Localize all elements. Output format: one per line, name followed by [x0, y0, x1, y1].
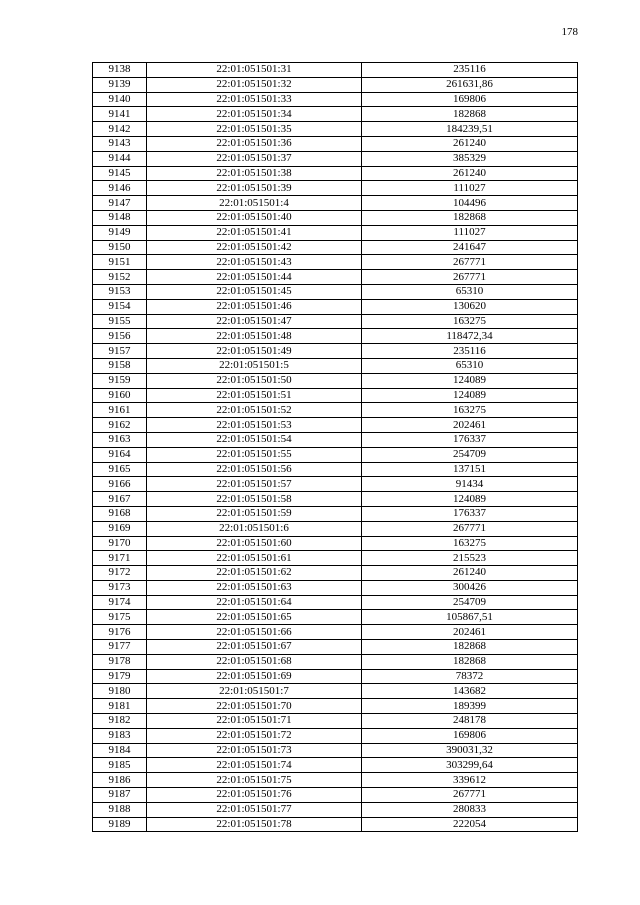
row-number-cell: 9181 — [93, 699, 147, 714]
table-row — [93, 122, 578, 137]
cadastral-number-cell: 22:01:051501:38 — [147, 166, 362, 181]
cadastral-number-cell: 22:01:051501:49 — [147, 344, 362, 359]
value-cell: 241647 — [362, 240, 578, 255]
table-row — [93, 699, 578, 714]
table-body — [93, 63, 578, 832]
table-row — [93, 210, 578, 225]
cadastral-number-cell: 22:01:051501:42 — [147, 240, 362, 255]
cadastral-number-cell: 22:01:051501:56 — [147, 462, 362, 477]
cadastral-number-cell: 22:01:051501:53 — [147, 418, 362, 433]
cadastral-number-cell: 22:01:051501:39 — [147, 181, 362, 196]
value-cell: 235116 — [362, 344, 578, 359]
table-row — [93, 610, 578, 625]
value-cell: 254709 — [362, 447, 578, 462]
cadastral-number-cell: 22:01:051501:59 — [147, 506, 362, 521]
row-number-cell: 9171 — [93, 551, 147, 566]
cadastral-number-cell: 22:01:051501:54 — [147, 432, 362, 447]
value-cell: 182868 — [362, 210, 578, 225]
cadastral-number-cell: 22:01:051501:47 — [147, 314, 362, 329]
cadastral-number-cell: 22:01:051501:55 — [147, 447, 362, 462]
table-row — [93, 136, 578, 151]
table-row — [93, 669, 578, 684]
value-cell: 176337 — [362, 506, 578, 521]
cadastral-number-cell: 22:01:051501:78 — [147, 817, 362, 832]
cadastral-number-cell: 22:01:051501:70 — [147, 699, 362, 714]
table-row — [93, 181, 578, 196]
row-number-cell: 9140 — [93, 92, 147, 107]
value-cell: 182868 — [362, 654, 578, 669]
value-cell: 137151 — [362, 462, 578, 477]
cadastral-number-cell: 22:01:051501:6 — [147, 521, 362, 536]
value-cell: 130620 — [362, 299, 578, 314]
cadastral-number-cell: 22:01:051501:7 — [147, 684, 362, 699]
table-row — [93, 506, 578, 521]
value-cell: 182868 — [362, 107, 578, 122]
cadastral-number-cell: 22:01:051501:31 — [147, 63, 362, 78]
value-cell: 104496 — [362, 196, 578, 211]
table-row — [93, 107, 578, 122]
table-row — [93, 373, 578, 388]
table-row — [93, 817, 578, 832]
value-cell: 111027 — [362, 181, 578, 196]
value-cell: 65310 — [362, 358, 578, 373]
value-cell: 385329 — [362, 151, 578, 166]
value-cell: 261631,86 — [362, 77, 578, 92]
row-number-cell: 9187 — [93, 788, 147, 803]
row-number-cell: 9168 — [93, 506, 147, 521]
table-row — [93, 773, 578, 788]
table-row — [93, 447, 578, 462]
table-row — [93, 714, 578, 729]
row-number-cell: 9162 — [93, 418, 147, 433]
table-row — [93, 477, 578, 492]
cadastral-number-cell: 22:01:051501:51 — [147, 388, 362, 403]
cadastral-number-cell: 22:01:051501:60 — [147, 536, 362, 551]
row-number-cell: 9175 — [93, 610, 147, 625]
cadastral-number-cell: 22:01:051501:34 — [147, 107, 362, 122]
value-cell: 303299,64 — [362, 758, 578, 773]
cadastral-number-cell: 22:01:051501:36 — [147, 136, 362, 151]
row-number-cell: 9138 — [93, 63, 147, 78]
value-cell: 339612 — [362, 773, 578, 788]
cadastral-number-cell: 22:01:051501:62 — [147, 566, 362, 581]
cadastral-number-cell: 22:01:051501:64 — [147, 595, 362, 610]
row-number-cell: 9164 — [93, 447, 147, 462]
table-row — [93, 329, 578, 344]
table-row — [93, 151, 578, 166]
table-row — [93, 403, 578, 418]
cadastral-number-cell: 22:01:051501:32 — [147, 77, 362, 92]
row-number-cell: 9151 — [93, 255, 147, 270]
cadastral-number-cell: 22:01:051501:4 — [147, 196, 362, 211]
row-number-cell: 9169 — [93, 521, 147, 536]
cadastral-number-cell: 22:01:051501:76 — [147, 788, 362, 803]
table-row — [93, 802, 578, 817]
cadastral-number-cell: 22:01:051501:71 — [147, 714, 362, 729]
value-cell: 163275 — [362, 403, 578, 418]
table-row — [93, 240, 578, 255]
table-row — [93, 640, 578, 655]
row-number-cell: 9152 — [93, 270, 147, 285]
page-number: 178 — [561, 26, 578, 38]
table-row — [93, 728, 578, 743]
value-cell: 202461 — [362, 625, 578, 640]
table-row — [93, 743, 578, 758]
value-cell: 163275 — [362, 536, 578, 551]
cadastral-number-cell: 22:01:051501:75 — [147, 773, 362, 788]
row-number-cell: 9178 — [93, 654, 147, 669]
value-cell: 261240 — [362, 566, 578, 581]
row-number-cell: 9167 — [93, 492, 147, 507]
cadastral-number-cell: 22:01:051501:58 — [147, 492, 362, 507]
value-cell: 111027 — [362, 225, 578, 240]
value-cell: 215523 — [362, 551, 578, 566]
value-cell: 124089 — [362, 388, 578, 403]
cadastral-number-cell: 22:01:051501:44 — [147, 270, 362, 285]
cadastral-number-cell: 22:01:051501:52 — [147, 403, 362, 418]
row-number-cell: 9143 — [93, 136, 147, 151]
cadastral-number-cell: 22:01:051501:66 — [147, 625, 362, 640]
row-number-cell: 9188 — [93, 802, 147, 817]
row-number-cell: 9179 — [93, 669, 147, 684]
cadastral-number-cell: 22:01:051501:46 — [147, 299, 362, 314]
table-row — [93, 255, 578, 270]
row-number-cell: 9149 — [93, 225, 147, 240]
cadastral-number-cell: 22:01:051501:73 — [147, 743, 362, 758]
table-row — [93, 92, 578, 107]
row-number-cell: 9153 — [93, 284, 147, 299]
row-number-cell: 9176 — [93, 625, 147, 640]
cadastral-number-cell: 22:01:051501:77 — [147, 802, 362, 817]
table-row — [93, 270, 578, 285]
row-number-cell: 9144 — [93, 151, 147, 166]
table-row — [93, 551, 578, 566]
cadastral-number-cell: 22:01:051501:63 — [147, 580, 362, 595]
row-number-cell: 9160 — [93, 388, 147, 403]
value-cell: 163275 — [362, 314, 578, 329]
cadastral-number-cell: 22:01:051501:35 — [147, 122, 362, 137]
table-row — [93, 196, 578, 211]
table-row — [93, 580, 578, 595]
row-number-cell: 9158 — [93, 358, 147, 373]
cadastral-number-cell: 22:01:051501:65 — [147, 610, 362, 625]
table-row — [93, 566, 578, 581]
value-cell: 202461 — [362, 418, 578, 433]
row-number-cell: 9182 — [93, 714, 147, 729]
row-number-cell: 9174 — [93, 595, 147, 610]
table-row — [93, 314, 578, 329]
table-row — [93, 462, 578, 477]
cadastral-number-cell: 22:01:051501:50 — [147, 373, 362, 388]
value-cell: 118472,34 — [362, 329, 578, 344]
table-row — [93, 77, 578, 92]
row-number-cell: 9165 — [93, 462, 147, 477]
value-cell: 182868 — [362, 640, 578, 655]
row-number-cell: 9161 — [93, 403, 147, 418]
cadastral-number-cell: 22:01:051501:69 — [147, 669, 362, 684]
table-row — [93, 684, 578, 699]
value-cell: 280833 — [362, 802, 578, 817]
value-cell: 248178 — [362, 714, 578, 729]
value-cell: 222054 — [362, 817, 578, 832]
row-number-cell: 9177 — [93, 640, 147, 655]
value-cell: 261240 — [362, 166, 578, 181]
value-cell: 124089 — [362, 373, 578, 388]
row-number-cell: 9159 — [93, 373, 147, 388]
table-row — [93, 788, 578, 803]
cadastral-number-cell: 22:01:051501:37 — [147, 151, 362, 166]
cadastral-number-cell: 22:01:051501:72 — [147, 728, 362, 743]
value-cell: 169806 — [362, 92, 578, 107]
cadastral-number-cell: 22:01:051501:41 — [147, 225, 362, 240]
row-number-cell: 9170 — [93, 536, 147, 551]
row-number-cell: 9173 — [93, 580, 147, 595]
row-number-cell: 9147 — [93, 196, 147, 211]
cadastral-number-cell: 22:01:051501:48 — [147, 329, 362, 344]
value-cell: 78372 — [362, 669, 578, 684]
cadastral-number-cell: 22:01:051501:45 — [147, 284, 362, 299]
value-cell: 105867,51 — [362, 610, 578, 625]
value-cell: 143682 — [362, 684, 578, 699]
cadastral-number-cell: 22:01:051501:74 — [147, 758, 362, 773]
table-row — [93, 225, 578, 240]
row-number-cell: 9145 — [93, 166, 147, 181]
table-row — [93, 418, 578, 433]
row-number-cell: 9172 — [93, 566, 147, 581]
row-number-cell: 9186 — [93, 773, 147, 788]
table-row — [93, 521, 578, 536]
value-cell: 390031,32 — [362, 743, 578, 758]
table-row — [93, 536, 578, 551]
row-number-cell: 9155 — [93, 314, 147, 329]
row-number-cell: 9157 — [93, 344, 147, 359]
table-row — [93, 432, 578, 447]
value-cell: 267771 — [362, 788, 578, 803]
table-row — [93, 344, 578, 359]
table-row — [93, 654, 578, 669]
row-number-cell: 9154 — [93, 299, 147, 314]
value-cell: 124089 — [362, 492, 578, 507]
table-row — [93, 388, 578, 403]
row-number-cell: 9166 — [93, 477, 147, 492]
cadastral-number-cell: 22:01:051501:43 — [147, 255, 362, 270]
row-number-cell: 9163 — [93, 432, 147, 447]
value-cell: 184239,51 — [362, 122, 578, 137]
value-cell: 91434 — [362, 477, 578, 492]
row-number-cell: 9156 — [93, 329, 147, 344]
value-cell: 254709 — [362, 595, 578, 610]
table-row — [93, 358, 578, 373]
cadastral-number-cell: 22:01:051501:61 — [147, 551, 362, 566]
row-number-cell: 9150 — [93, 240, 147, 255]
cadastral-number-cell: 22:01:051501:33 — [147, 92, 362, 107]
row-number-cell: 9141 — [93, 107, 147, 122]
row-number-cell: 9180 — [93, 684, 147, 699]
value-cell: 176337 — [362, 432, 578, 447]
value-cell: 267771 — [362, 255, 578, 270]
cadastral-value-table — [92, 62, 578, 832]
table-row — [93, 595, 578, 610]
table-row — [93, 166, 578, 181]
table-row — [93, 492, 578, 507]
row-number-cell: 9146 — [93, 181, 147, 196]
table-row — [93, 625, 578, 640]
value-cell: 169806 — [362, 728, 578, 743]
cadastral-number-cell: 22:01:051501:68 — [147, 654, 362, 669]
cadastral-number-cell: 22:01:051501:40 — [147, 210, 362, 225]
row-number-cell: 9183 — [93, 728, 147, 743]
row-number-cell: 9148 — [93, 210, 147, 225]
cadastral-number-cell: 22:01:051501:57 — [147, 477, 362, 492]
cadastral-number-cell: 22:01:051501:67 — [147, 640, 362, 655]
value-cell: 300426 — [362, 580, 578, 595]
row-number-cell: 9142 — [93, 122, 147, 137]
row-number-cell: 9189 — [93, 817, 147, 832]
table-row — [93, 284, 578, 299]
value-cell: 65310 — [362, 284, 578, 299]
row-number-cell: 9184 — [93, 743, 147, 758]
row-number-cell: 9185 — [93, 758, 147, 773]
value-cell: 235116 — [362, 63, 578, 78]
value-cell: 189399 — [362, 699, 578, 714]
cadastral-number-cell: 22:01:051501:5 — [147, 358, 362, 373]
table-row — [93, 63, 578, 78]
value-cell: 267771 — [362, 521, 578, 536]
table-row — [93, 758, 578, 773]
value-cell: 261240 — [362, 136, 578, 151]
value-cell: 267771 — [362, 270, 578, 285]
row-number-cell: 9139 — [93, 77, 147, 92]
table-row — [93, 299, 578, 314]
